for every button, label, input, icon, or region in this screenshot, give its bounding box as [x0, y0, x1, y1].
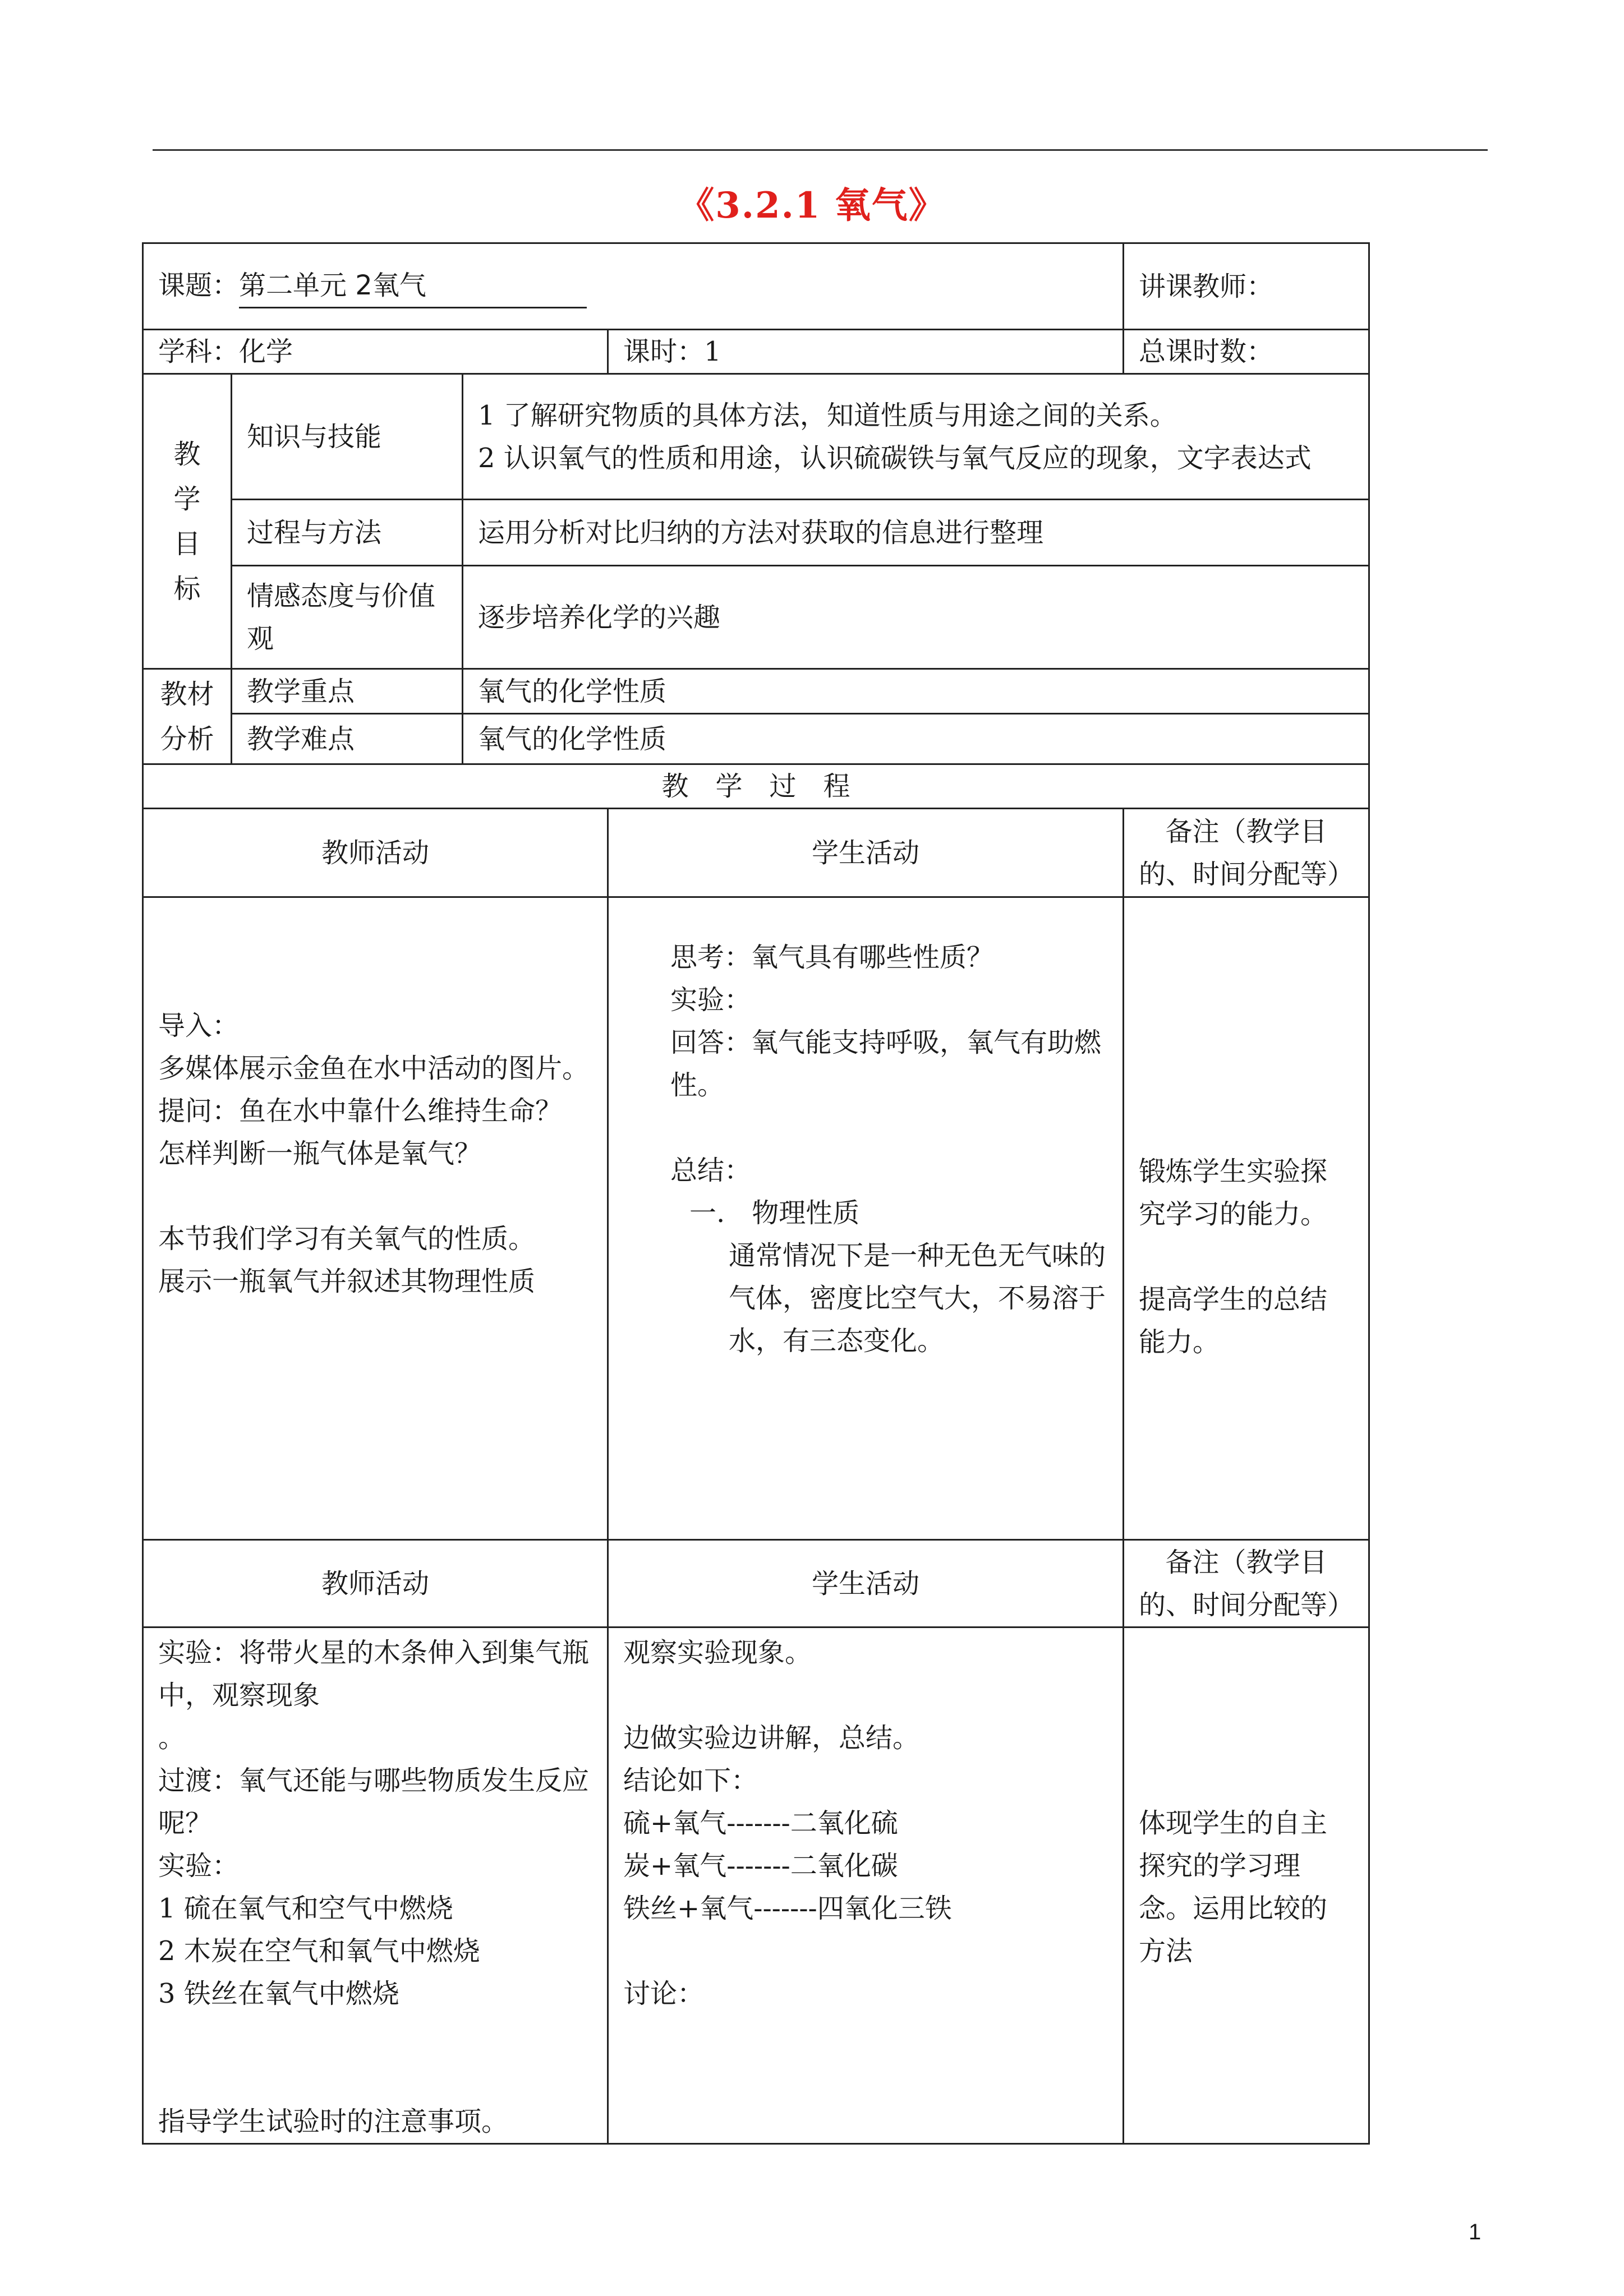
page-title: 《3.2.1 氧气》	[678, 185, 946, 227]
block2-student: 观察实验现象。 边做实验边讲解，总结。 结论如下： 硫+氧气-------二氧化硫 炭+氧气-------二氧化碳 铁丝+氧气-------四氧化三铁 讨论：	[608, 1628, 1124, 2144]
objectives-group-label: 教 学 目 标	[143, 374, 232, 669]
objective-text: 1 了解研究物质的具体方法，知道性质与用途之间的关系。 2 认识氧气的性质和用途，认识硫碳铁与氧气反应的现象，文字表达式	[463, 374, 1369, 500]
topic-label: 课题：	[158, 270, 240, 301]
objective-label: 情感态度与价值观	[232, 566, 463, 669]
process-title: 教 学 过 程	[143, 764, 1369, 809]
analysis-group-label: 教材 分析	[143, 669, 232, 764]
analysis-value: 氧气的化学性质	[463, 669, 1369, 714]
block1-student: 思考：氧气具有哪些性质？ 实验： 回答：氧气能支持呼吸，氧气有助燃性。 总结： 一. 物理性质 通常情况下是一种无色无气味的气体，密度比空气大，不易溶于水，有三态变化。	[608, 897, 1124, 1540]
col-student-activity: 学生活动	[608, 1540, 1124, 1628]
block2-teacher: 实验：将带火星的木条伸入到集气瓶中，观察现象 。 过渡：氧气还能与哪些物质发生反应呢？ 实验： 1 硫在氧气和空气中燃烧 2 木炭在空气和氧气中燃烧 3 铁丝在氧气中燃烧 指导学生试验时的注意事项。	[143, 1628, 608, 2144]
analysis-value: 氧气的化学性质	[463, 714, 1369, 764]
col-student-activity: 学生活动	[608, 809, 1124, 897]
block1-teacher: 导入： 多媒体展示金鱼在水中活动的图片。 提问：鱼在水中靠什么维持生命？ 怎样判断一瓶气体是氧气？ 本节我们学习有关氧气的性质。 展示一瓶氧气并叙述其物理性质	[143, 897, 608, 1540]
objective-text: 逐步培养化学的兴趣	[463, 566, 1369, 669]
page-number: 1	[1469, 2220, 1482, 2244]
lesson-plan-table	[142, 242, 1370, 2145]
objective-label: 知识与技能	[232, 374, 463, 500]
topic-value: 第二单元 2氧气	[239, 264, 587, 308]
col-note: 备注（教学目的、时间分配等）	[1124, 809, 1369, 897]
block1-note: 锻炼学生实验探究学习的能力。 提高学生的总结能力。	[1124, 897, 1369, 1540]
physical-properties-heading: 一. 物理性质	[689, 1197, 860, 1229]
physical-properties-text: 通常情况下是一种无色无气味的气体，密度比空气大，不易溶于水，有三态变化。	[729, 1240, 1106, 1357]
teacher-label: 讲课教师：	[1124, 243, 1369, 330]
block2-note: 体现学生的自主探究的学习理念。运用比较的方法	[1124, 1628, 1369, 2144]
header-rule	[153, 149, 1488, 151]
analysis-label: 教学难点	[232, 714, 463, 764]
objective-text: 运用分析对比归纳的方法对获取的信息进行整理	[463, 500, 1369, 566]
period-label: 课时：1	[608, 330, 1124, 374]
objective-label: 过程与方法	[232, 500, 463, 566]
col-teacher-activity: 教师活动	[143, 1540, 608, 1628]
col-note: 备注（教学目的、时间分配等）	[1124, 1540, 1369, 1628]
total-periods-label: 总课时数：	[1124, 330, 1369, 374]
analysis-label: 教学重点	[232, 669, 463, 714]
topic-cell	[143, 243, 1124, 330]
col-teacher-activity: 教师活动	[143, 809, 608, 897]
subject-label: 学科：化学	[143, 330, 608, 374]
